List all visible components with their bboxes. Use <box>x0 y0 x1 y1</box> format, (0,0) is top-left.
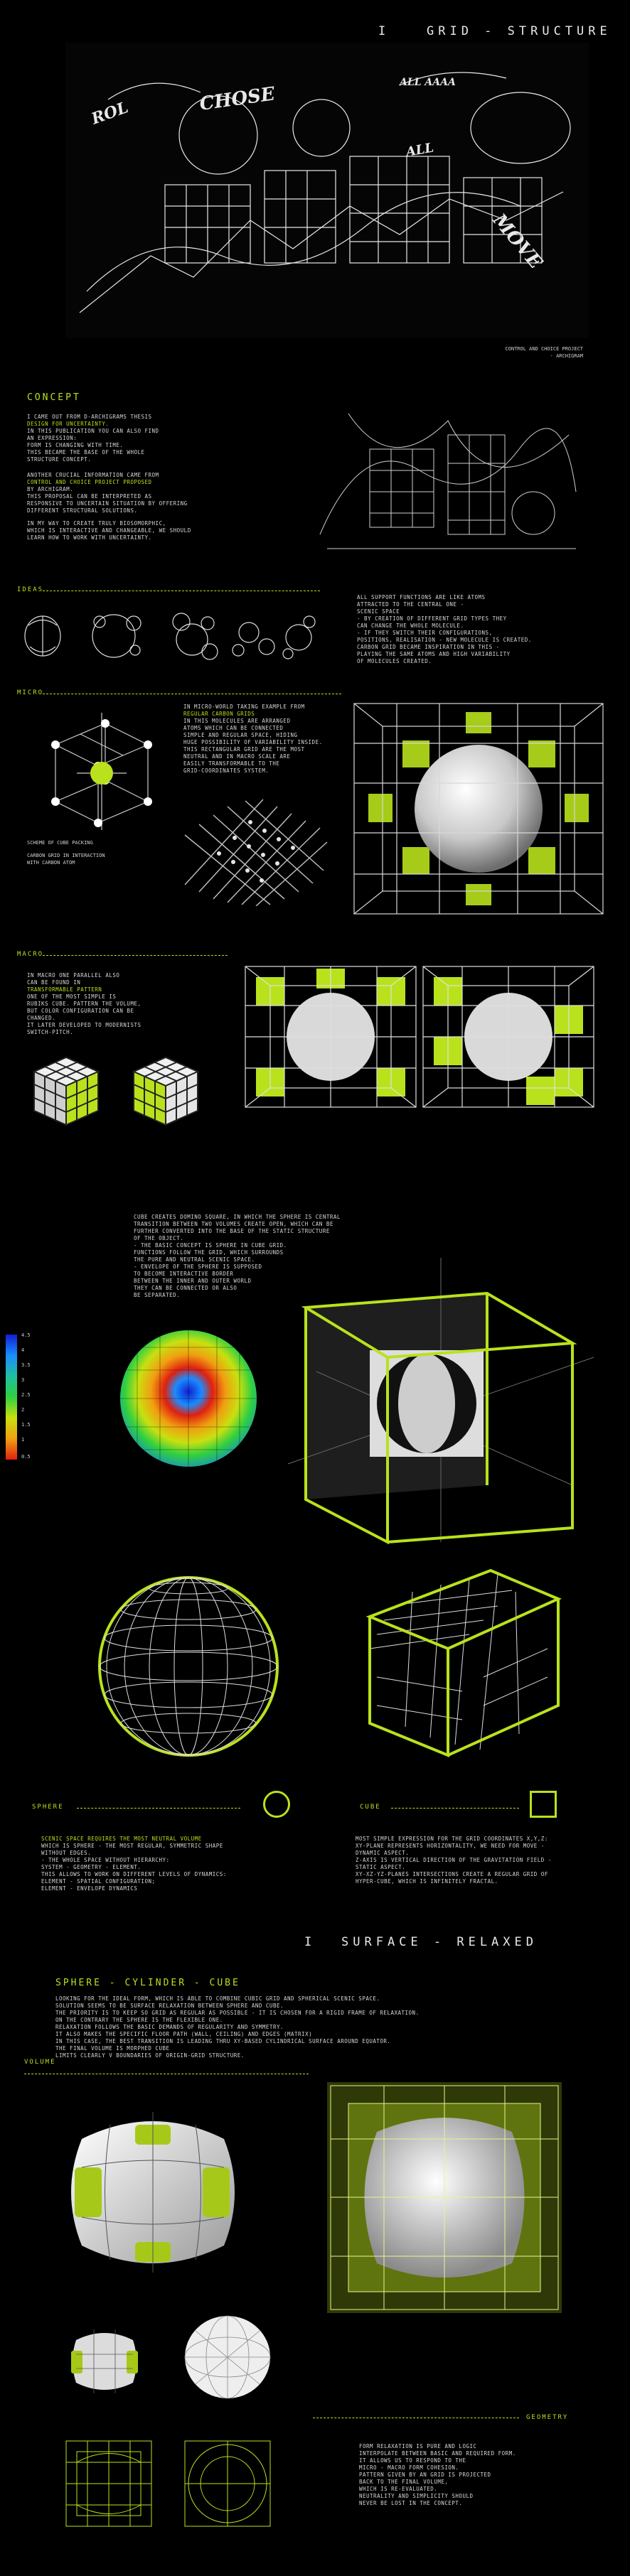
small-volume-render <box>65 2322 144 2400</box>
scale-label: 4 <box>21 1347 25 1353</box>
cube-desc-text <box>356 1836 626 1885</box>
sphere-line: WITHOUT EDGES. <box>41 1850 92 1856</box>
cube-symbol <box>530 1791 557 1818</box>
svg-text:CHOSE: CHOSE <box>198 83 277 115</box>
section2-line: IN THIS CASE, THE BEST TRANSITION IS LEADING THRU XY-BASED CYLINDRICAL SURFACE AROUND EQUATOR. <box>55 2038 391 2044</box>
sphere-symbol <box>263 1791 290 1818</box>
volume-label: VOLUME <box>24 2059 56 2066</box>
wire-volume-render <box>181 2313 274 2402</box>
macro-line: TRANSFORMABLE PATTERN <box>27 986 102 993</box>
section2-line: LOOKING FOR THE IDEAL FORM, WHICH IS ABLE TO COMBINE CUBIC GRID AND SPHERICAL SCENIC SPACE. <box>55 1995 380 2002</box>
sphere-divider <box>77 1808 240 1809</box>
concept-heading: CONCEPT <box>27 392 81 403</box>
macro-divider <box>43 955 228 956</box>
cube-desc-line: HYPER-CUBE, WHICH IS INFINITELY FRACTAL. <box>356 1878 498 1885</box>
ideas-line: SCENIC SPACE <box>357 608 400 615</box>
concept-p2-line: DIFFERENT STRUCTURAL SOLUTIONS. <box>27 507 138 514</box>
concept-sketch <box>306 406 590 563</box>
atom-ideas-image <box>21 600 320 672</box>
cube-desc-line: STATIC ASPECT. <box>356 1864 406 1870</box>
cube-desc-line: Z-AXIS IS VERTICAL DIRECTION OF THE GRAVITATION FIELD - <box>356 1857 552 1863</box>
macro-line: BUT COLOR CONFIGURATION CAN BE <box>27 1008 134 1014</box>
geometry-drawing-circle <box>181 2437 274 2530</box>
concept-p3-line: IN MY WAY TO CREATE TRULY BIOSOMORPHIC, <box>27 520 166 527</box>
scale-label: 2 <box>21 1407 25 1413</box>
macro-grid-render-1 <box>242 963 420 1111</box>
cube-label: CUBE <box>360 1804 381 1811</box>
scale-label: 3 <box>21 1377 25 1383</box>
ideas-label: IDEAS <box>17 586 44 593</box>
macro-line: ONE OF THE MOST SIMPLE IS <box>27 993 117 1000</box>
cube-line: THE PURE AND NEUTRAL SCENIC SPACE. <box>134 1256 255 1263</box>
scale-label: 4.5 <box>21 1332 31 1338</box>
ideas-text <box>357 594 613 665</box>
wireframe-cube <box>356 1563 569 1762</box>
concept-p1-line: THIS BECAME THE BASE OF THE WHOLE <box>27 449 145 456</box>
rubiks-cubes-image <box>27 1050 205 1128</box>
geo-line: PATTERN GIVEN BY AN GRID IS PROJECTED <box>359 2472 491 2478</box>
macro-line: IT LATER DEVELOPED TO MODERNISTS <box>27 1022 142 1028</box>
macro-grid-render-2 <box>420 963 597 1111</box>
ideas-line: ATTRACTED TO THE CENTRAL ONE - <box>357 601 464 608</box>
concept-p1-line: FORM IS CHANGING WITH TIME. <box>27 442 124 448</box>
micro-label: MICRO <box>17 689 44 696</box>
cube-line: - THE BASIC CONCEPT IS SPHERE IN CUBE GRID. <box>134 1242 287 1249</box>
section2-bar: I <box>304 1935 312 1949</box>
svg-text:ALL AAAA: ALL AAAA <box>400 77 456 88</box>
geo-line: BACK TO THE FINAL VOLUME, <box>359 2479 449 2485</box>
macro-line: SWITCH-PITCH. <box>27 1029 74 1035</box>
ideas-line: PLAYING THE SAME ATOMS AND HIGH VARIABILITY <box>357 651 511 657</box>
geo-line: INTERPOLATE BETWEEN BASIC AND REQUIRED FORM. <box>359 2450 516 2457</box>
ideas-line: - IF THEY SWITCH THEIR CONFIGURATIONS, <box>357 630 493 636</box>
sphere-line: THIS ALLOWS TO WORK ON DIFFERENT LEVELS OF DYNAMICS: <box>41 1871 227 1877</box>
concept-p3 <box>27 520 269 541</box>
sphere-grid-render <box>347 698 610 920</box>
concept-p2-line: ANOTHER CRUCIAL INFORMATION CAME FROM <box>27 472 159 478</box>
ideas-line: ALL SUPPORT FUNCTIONS ARE LIKE ATOMS <box>357 594 486 600</box>
geo-line: MICRO - MACRO FORM COHESION. <box>359 2464 459 2471</box>
cube-line: CUBE CREATES DOMINO SQUARE, IN WHICH THE SPHERE IS CENTRAL <box>134 1214 341 1220</box>
sphere-line: - THE WHOLE SPACE WITHOUT HIERARCHY: <box>41 1857 170 1863</box>
ideas-line: CARBON GRID BECAME INSPIRATION IN THIS - <box>357 644 500 650</box>
micro-line: HUGE POSSIBILITY OF VARIABILITY INSIDE. <box>183 739 323 745</box>
scale-label: 1.5 <box>21 1422 31 1428</box>
geo-line: IT ALLOWS US TO RESPOND TO THE <box>359 2457 466 2464</box>
geometry-label: GEOMETRY <box>526 2414 569 2421</box>
morphed-cube-render <box>60 2103 245 2281</box>
ideas-line: CAN CHANGE THE WHOLE MOLECULE. <box>357 623 464 629</box>
section2-title: SURFACE - RELAXED <box>341 1935 538 1949</box>
section-bar: I <box>378 24 386 38</box>
archigram-drawing <box>65 43 589 338</box>
section2-text <box>55 1995 567 2059</box>
hero-caption-2: - ARCHIGRAM <box>550 353 583 359</box>
cube-line: OF THE OBJECT. <box>134 1235 184 1241</box>
ideas-line: POSITIONS, REALISATION - NEW MOLECULE IS CREATED. <box>357 637 532 643</box>
cube-line: TO BECOME INTERACTIVE BORDER <box>134 1271 234 1277</box>
micro-caption-1: SCHEME OF CUBE PACKING <box>27 840 93 846</box>
micro-line: REGULAR CARBON GRIDS <box>183 711 255 717</box>
scale-label: 3.5 <box>21 1362 31 1368</box>
section2-line: LIMITS CLEARLY V BOUNDARIES OF ORIGIN-GRID STRUCTURE. <box>55 2052 245 2059</box>
concept-p1 <box>27 414 269 463</box>
sphere-line: ELEMENT - ENVELOPE DYNAMICS <box>41 1885 138 1892</box>
concept-p2-line: BY ARCHIGRAM. <box>27 486 74 492</box>
wireframe-cube-diagram <box>274 1251 608 1549</box>
sphere-line: WHICH IS SPHERE - THE MOST REGULAR, SYMMETRIC SHAPE <box>41 1843 223 1849</box>
micro-line: EASILY TRANSFORMABLE TO THE <box>183 760 280 767</box>
section2-line: RELAXATION FOLLOWS THE BASIC DEMANDS OF REGULARITY AND SYMMETRY. <box>55 2024 284 2030</box>
cube-line: - ENVELOPE OF THE SPHERE IS SUPPOSED <box>134 1263 262 1270</box>
macro-line: CAN BE FOUND IN <box>27 979 81 986</box>
cube-desc-line: XY-PLANE REPRESENTS HORIZONTALITY, WE NEED FOR MOVE - <box>356 1843 545 1849</box>
ideas-line: OF MOLECULES CREATED. <box>357 658 432 664</box>
cube-line: FURTHER CONVERTED INTO THE BASE OF THE STATIC STRUCTURE <box>134 1228 330 1234</box>
concept-p3-line: WHICH IS INTERACTIVE AND CHANGEABLE, WE SHOULD <box>27 527 191 534</box>
cube-line: BETWEEN THE INNER AND OUTER WORLD <box>134 1278 252 1284</box>
svg-text:MOVE: MOVE <box>488 210 547 274</box>
concept-p1-line: DESIGN FOR UNCERTAINTY. <box>27 421 110 427</box>
micro-caption-2a: CARBON GRID IN INTERACTION <box>27 853 105 858</box>
hero-caption-1: CONTROL AND CHOICE PROJECT <box>505 346 583 352</box>
concept-p2-line: CONTROL AND CHOICE PROJECT PROPOSED <box>27 479 152 485</box>
concept-p1-line: I CAME OUT FROM D-ARCHIGRAMS THESIS <box>27 414 152 420</box>
concept-p2-line: RESPONSIVE TO UNCERTAIN SITUATION BY OFFERING <box>27 500 188 507</box>
concept-p1-line: IN THIS PUBLICATION YOU CAN ALSO FIND <box>27 428 159 434</box>
micro-line: IN MICRO-WORLD TAKING EXAMPLE FROM <box>183 704 305 710</box>
concept-p3-line: LEARN HOW TO WORK WITH UNCERTAINTY. <box>27 534 152 541</box>
macro-line: CHANGED. <box>27 1015 56 1021</box>
sphere-line: ELEMENT - SPATIAL CONFIGURATION; <box>41 1878 156 1885</box>
concept-p2-line: THIS PROPOSAL CAN BE INTERPRETED AS <box>27 493 152 500</box>
cube-line: THEY CAN BE CONNECTED OR ALSO <box>134 1285 237 1291</box>
concept-p1-line: STRUCTURE CONCEPT. <box>27 456 92 463</box>
geometry-drawing-grid <box>63 2437 155 2530</box>
sphere-text <box>41 1836 311 1892</box>
section2-line: ON THE CONTRARY THE SPHERE IS THE FLEXIBLE ONE. <box>55 2017 223 2023</box>
micro-text <box>183 704 326 775</box>
micro-line: ATOMS WHICH CAN BE CONNECTED <box>183 725 284 731</box>
cube-divider <box>391 1808 519 1809</box>
wireframe-sphere <box>92 1570 284 1762</box>
section2-line: THE PRIORITY IS TO KEEP SO GRID AS REGULAR AS POSSIBLE - IT IS CHOSEN FOR A RIGID FRAME OF RELAXATION. <box>55 2010 420 2016</box>
geo-line: WHICH IS RE-EVALUATED. <box>359 2486 438 2492</box>
sphere-line: SCENIC SPACE REQUIRES THE MOST NEUTRAL VOLUME <box>41 1836 202 1842</box>
cube-line: BE SEPARATED. <box>134 1292 181 1298</box>
cube-line: FUNCTIONS FOLLOW THE GRID, WHICH SURROUNDS <box>134 1249 284 1256</box>
macro-line: IN MACRO ONE PARALLEL ALSO <box>27 972 120 979</box>
volume-grid-render <box>327 2082 562 2313</box>
sphere-label: SPHERE <box>32 1804 64 1811</box>
carbon-lattice-diagram <box>27 702 155 830</box>
section2-line: THE FINAL VOLUME IS MORPHED CUBE <box>55 2045 170 2052</box>
concept-p1-line: AN EXPRESSION: <box>27 435 78 441</box>
geometry-text <box>359 2443 601 2507</box>
svg-text:ROL: ROL <box>89 98 131 129</box>
scale-label: 1 <box>21 1437 25 1443</box>
sphere-line: SYSTEM - GEOMETRY - ELEMENT. <box>41 1864 142 1870</box>
color-scale-bar <box>6 1335 17 1460</box>
cube-packing-image <box>178 792 334 906</box>
scale-label: 0.5 <box>21 1454 31 1460</box>
geo-line: NEVER BE LOST IN THE CONCEPT. <box>359 2500 463 2506</box>
cube-desc-line: DYNAMIC ASPECT. <box>356 1850 410 1856</box>
macro-label: MACRO <box>17 951 44 958</box>
cube-desc-line: XY-XZ-YZ-PLANES INTERSECTIONS CREATE A REGULAR GRID OF <box>356 1871 548 1877</box>
analysis-sphere <box>117 1327 260 1470</box>
cube-line: TRANSITION BETWEEN TWO VOLUMES CREATE OPEN, WHICH CAN BE <box>134 1221 333 1227</box>
svg-text:ALL: ALL <box>405 140 435 160</box>
macro-text <box>27 972 205 1036</box>
micro-line: SIMPLE AND REGULAR SPACE, HIDING <box>183 732 298 738</box>
micro-line: IN THIS MOLECULES ARE ARRANGED <box>183 718 291 724</box>
micro-line: GRID-COORDINATES SYSTEM. <box>183 767 269 774</box>
cube-desc-line: MOST SIMPLE EXPRESSION FOR THE GRID COORDINATES X,Y,Z: <box>356 1836 548 1842</box>
section2-line: SOLUTION SEEMS TO BE SURFACE RELAXATION BETWEEN SPHERE AND CUBE. <box>55 2003 284 2009</box>
micro-caption-2b: WITH CARBON ATOM <box>27 860 75 866</box>
macro-line: RUBIKS CUBE. PATTERN THE VOLUME, <box>27 1001 142 1007</box>
geo-line: FORM RELAXATION IS PURE AND LOGIC <box>359 2443 477 2450</box>
micro-line: NEUTRAL AND IN MACRO SCALE ARE <box>183 753 291 760</box>
scale-label: 2.5 <box>21 1392 31 1398</box>
micro-line: THIS RECTANGULAR GRID ARE THE MOST <box>183 746 305 753</box>
section-title: GRID - STRUCTURE <box>427 24 612 38</box>
concept-p2 <box>27 472 269 514</box>
section2-heading: SPHERE - CYLINDER - CUBE <box>55 1978 240 1988</box>
section2-line: IT ALSO MAKES THE SPECIFIC FLOOR PATH (WALL, CEILING) AND EDGES (MATRIX) <box>55 2031 313 2037</box>
ideas-line: - BY CREATION OF DIFFERENT GRID TYPES THEY <box>357 615 507 622</box>
geo-line: NEUTRALITY AND SIMPLICITY SHOULD <box>359 2493 474 2499</box>
